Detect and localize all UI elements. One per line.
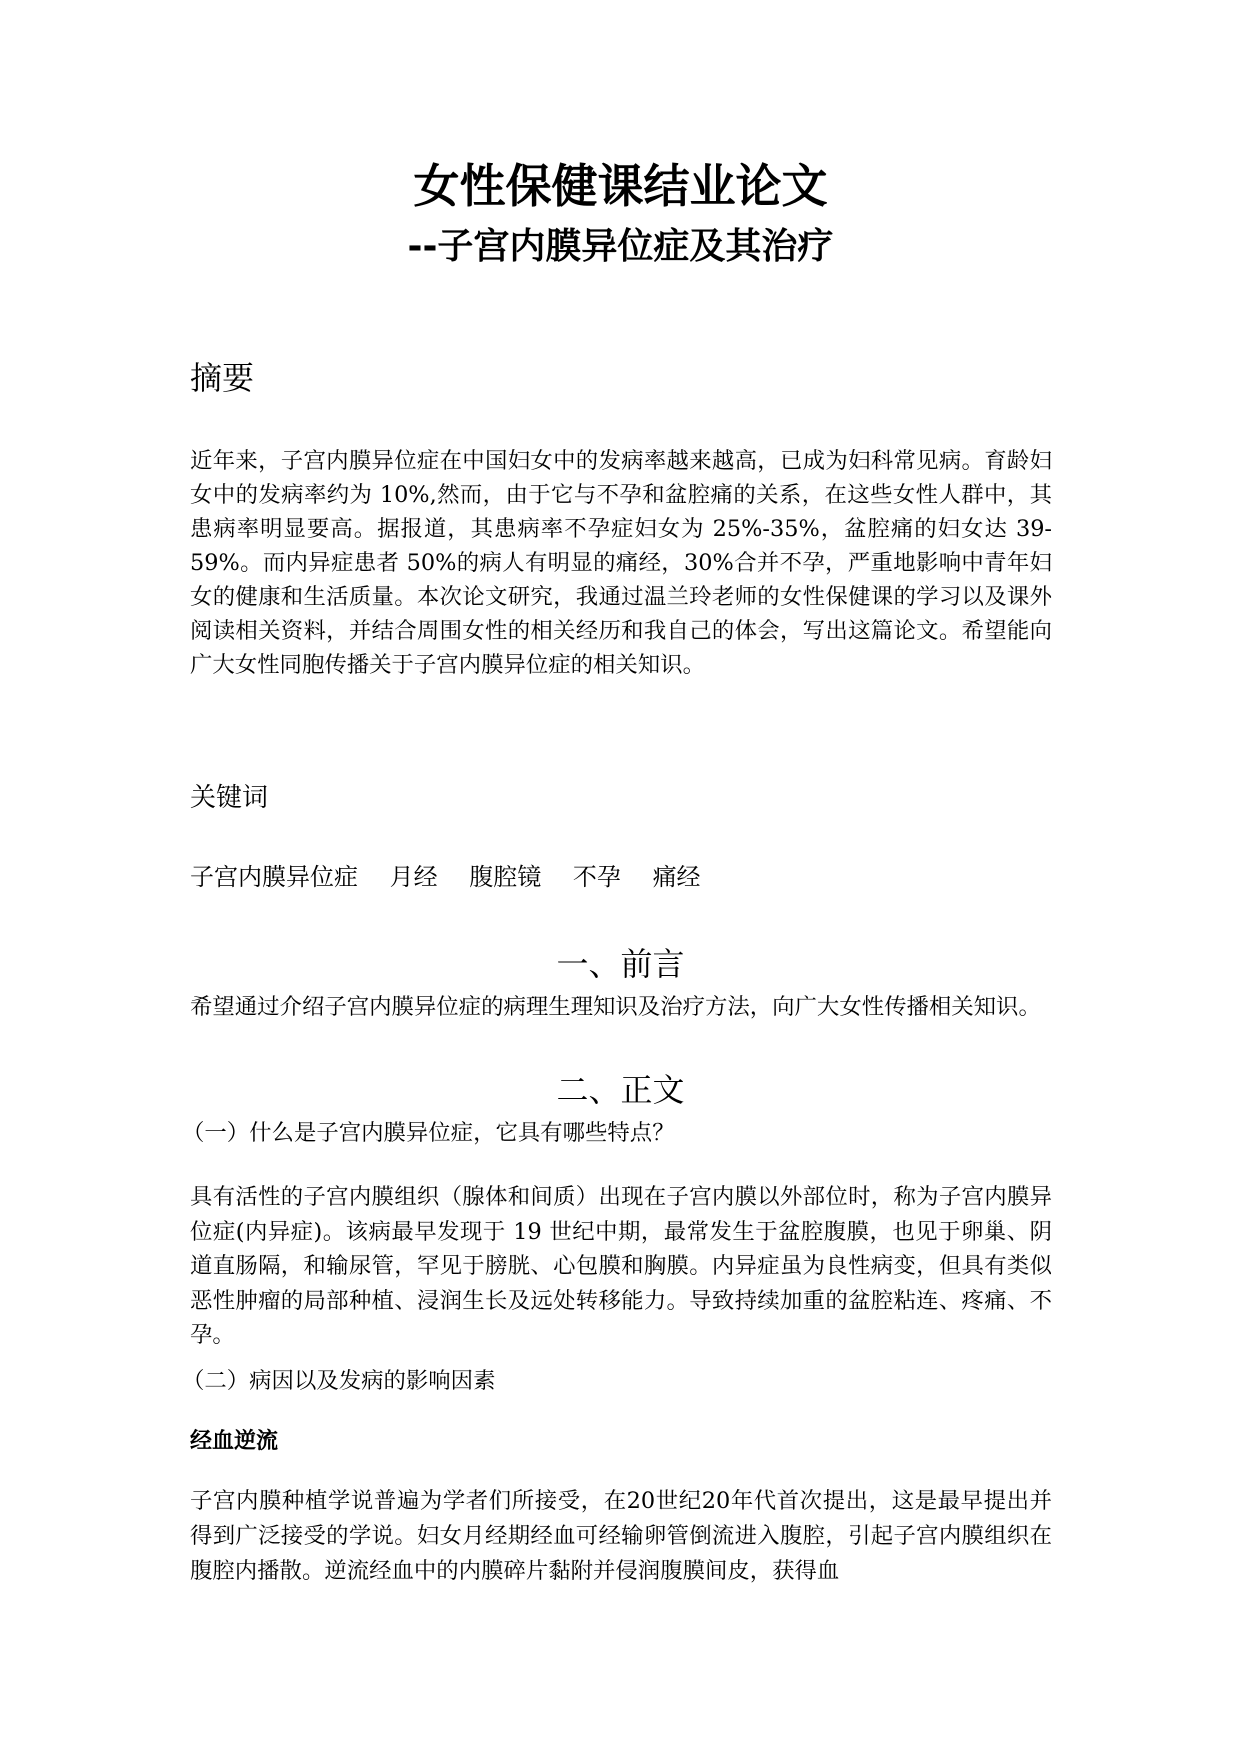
keyword-item: 不孕 xyxy=(572,863,621,891)
subsection-question-2: （二）病因以及发病的影响因素 xyxy=(182,1368,496,1394)
keyword-item: 月经 xyxy=(389,863,438,891)
keyword-item: 痛经 xyxy=(652,863,701,891)
body-paragraph-2: 子宫内膜种植学说普遍为学者们所接受，在20世纪20年代首次提出，这是最早提出并得到广泛接受的学说。妇女月经期经血可经输卵管倒流进入腹腔，引起子宫内膜组织在腹腔内播散。逆流经血中的内膜碎片黏附并侵润腹膜间皮，获得血 xyxy=(190,1488,1052,1584)
section-heading-body: 二、正文 xyxy=(556,1071,685,1109)
keyword-item: 子宫内膜异位症 xyxy=(190,863,358,891)
paper-title: 女性保健课结业论文 xyxy=(413,159,828,213)
keywords-heading: 关键词 xyxy=(190,783,269,813)
body-paragraph-1: 具有活性的子宫内膜组织（腺体和间质）出现在子宫内膜以外部位时，称为子宫内膜异位症(内异症)。该病最早发现于 19 世纪中期，最常发生于盆腔腹膜，也见于卵巢、阴道直肠隔，和输尿管，罕见于膀胱、心包膜和胸膜。内异症虽为良性病变，但具有类似恶性肿瘤的局部种植、浸润生长及远处转移能力。导致持续加重的盆腔粘连、疼痛、不孕。 xyxy=(190,1184,1052,1348)
section-heading-intro: 一、前言 xyxy=(556,945,685,983)
keywords-list xyxy=(190,860,725,894)
abstract-heading: 摘要 xyxy=(190,359,255,397)
intro-text: 希望通过介绍子宫内膜异位症的病理生理知识及治疗方法，向广大女性传播相关知识。 xyxy=(190,994,1041,1020)
subsection-question-1: （一）什么是子宫内膜异位症，它具有哪些特点？ xyxy=(182,1120,675,1146)
keyword-item: 腹腔镜 xyxy=(469,863,542,891)
subsection-heading-retrograde: 经血逆流 xyxy=(190,1429,279,1454)
abstract-text: 近年来，子宫内膜异位症在中国妇女中的发病率越来越高，已成为妇科常见病。育龄妇女中的发病率约为 10%,然而，由于它与不孕和盆腔痛的关系，在这些女性人群中，其患病率明显要高。据报道，其患病率不孕症妇女为 25%-35%，盆腔痛的妇女达 39-59%。而内异症患者 50%的病人有明显的痛经，30%合并不孕，严重地影响中青年妇女的健康和生活质量。本次论文研究，我通过温兰玲老师的女性保健课的学习以及课外阅读相关资料，并结合周围女性的相关经历和我自己的体会，写出这篇论文。希望能向广大女性同胞传播关于子宫内膜异位症的相关知识。 xyxy=(190,448,1052,678)
paper-subtitle: --子宫内膜异位症及其治疗 xyxy=(407,226,834,267)
